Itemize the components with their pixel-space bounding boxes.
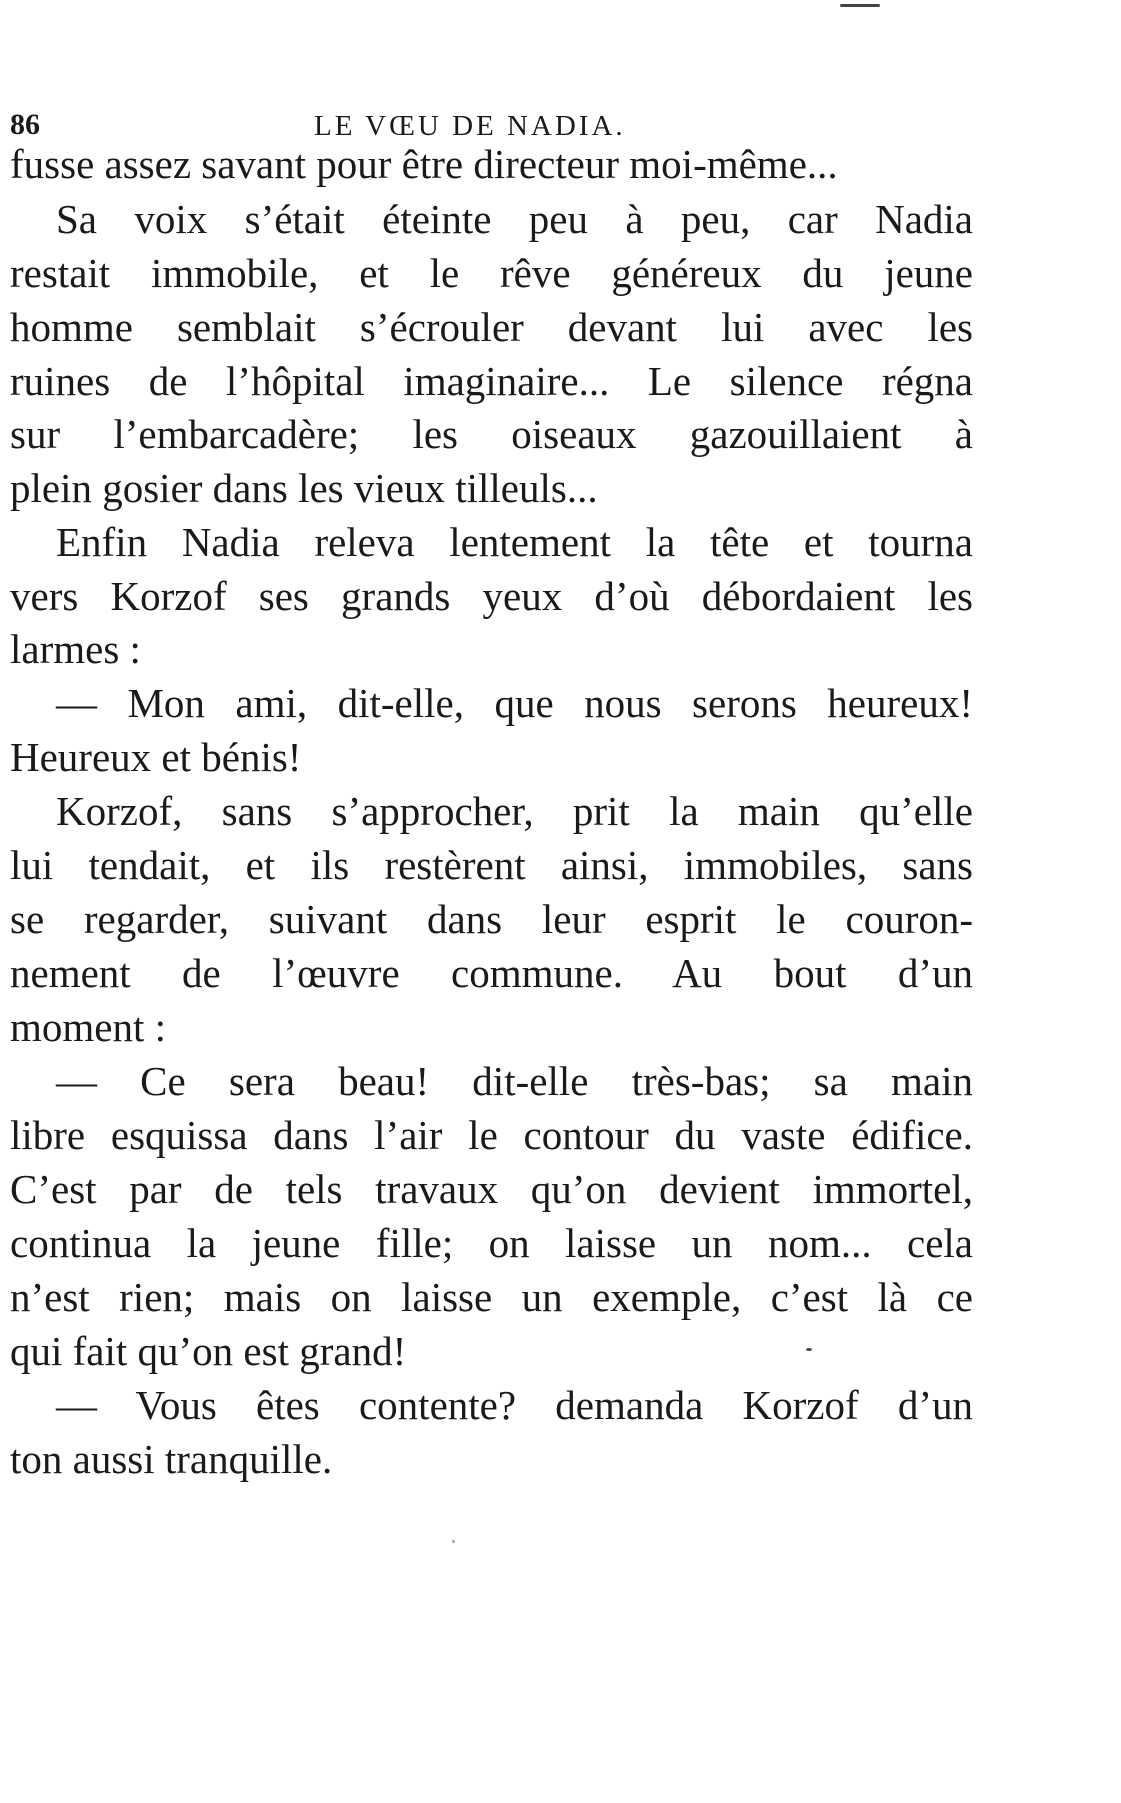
scan-speck [840,4,880,7]
text-line: — Vous êtes contente? demanda Korzof d’un [56,1382,973,1428]
scan-speck [452,1540,455,1543]
scan-speck [806,1348,812,1351]
text-line: plein gosier dans les vieux tilleuls... [10,465,598,511]
text-line: ruines de l’hôpital imaginaire... Le silence régna [10,358,973,404]
text-line: vers Korzof ses grands yeux d’où débordaient les [10,573,973,619]
text-line: continua la jeune fille; on laisse un nom... cela [10,1220,973,1266]
text-line: restait immobile, et le rêve généreux du jeune [10,250,973,296]
text-line: se regarder, suivant dans leur esprit le couron- [10,896,973,942]
text-line: Korzof, sans s’approcher, prit la main qu’elle [56,788,973,834]
text-line: C’est par de tels travaux qu’on devient immortel, [10,1166,973,1212]
text-line: nement de l’œuvre commune. Au bout d’un [10,950,973,996]
text-line: libre esquissa dans l’air le contour du vaste édifice. [10,1112,973,1158]
text-line: lui tendait, et ils restèrent ainsi, immobiles, sans [10,842,973,888]
text-line: n’est rien; mais on laisse un exemple, c’est là ce [10,1274,973,1320]
text-line: Enfin Nadia releva lentement la tête et tourna [56,519,973,565]
text-line: larmes : [10,626,141,672]
text-line: moment : [10,1004,167,1050]
text-line: ton aussi tranquille. [10,1436,333,1482]
running-head: LE VŒU DE NADIA. [314,110,626,142]
text-line: Heureux et bénis! [10,734,302,780]
text-line: sur l’embarcadère; les oiseaux gazouillaient à [10,411,973,457]
page-number: 86 [10,108,40,141]
text-line: fusse assez savant pour être directeur moi-même... [10,141,838,187]
text-line: qui fait qu’on est grand! [10,1328,407,1374]
text-line: homme semblait s’écrouler devant lui avec les [10,304,973,350]
text-line: — Ce sera beau! dit-elle très-bas; sa main [56,1058,973,1104]
text-line: Sa voix s’était éteinte peu à peu, car Nadia [56,196,973,242]
text-line: — Mon ami, dit-elle, que nous serons heureux! [56,680,973,726]
